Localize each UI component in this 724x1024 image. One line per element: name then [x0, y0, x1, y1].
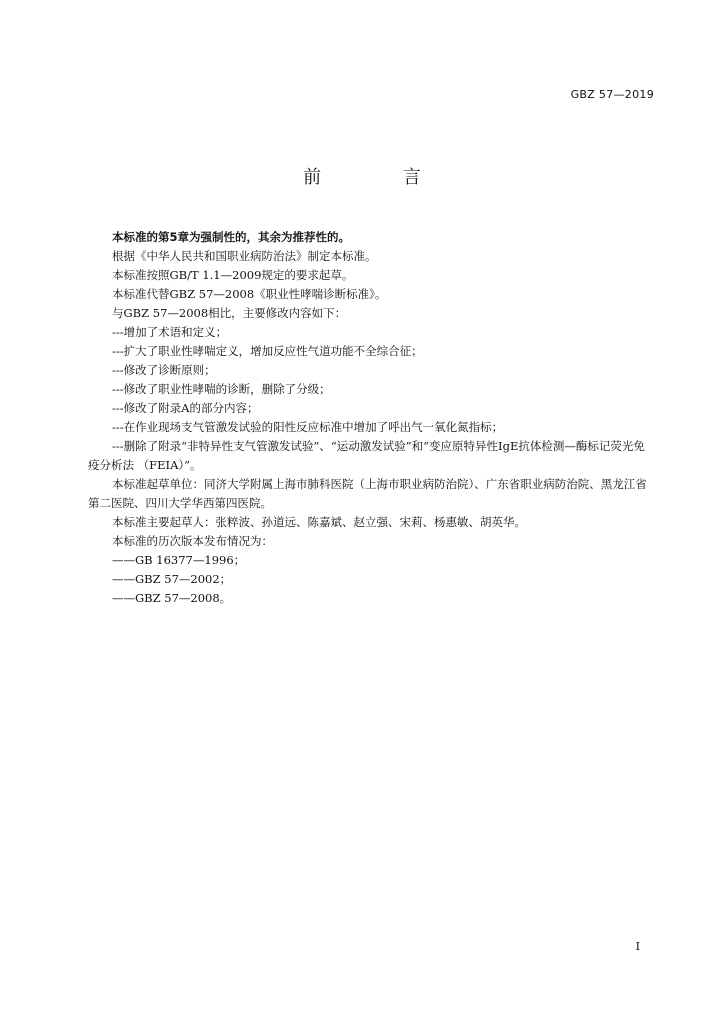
mandatory-statement: 本标准的第5章为强制性的，其余为推荐性的。 [112, 230, 350, 244]
paragraph-drafting-rules: 本标准按照GB/T 1.1—2009规定的要求起草。 [112, 268, 354, 282]
page-number: I [635, 940, 640, 953]
paragraph-replaces: 本标准代替GBZ 57—2008《职业性哮喘诊断标准》。 [112, 287, 387, 301]
change-item: ---删除了附录“非特异性支气管激发试验”、“运动激发试验”和“变应原特异性IgE抗体检测—酶标记荧光免疫分析法 （FEIA）”。 [88, 439, 645, 472]
change-item: ---增加了术语和定义； [112, 325, 228, 339]
document-body [88, 228, 656, 608]
change-item: ---在作业现场支气管激发试验的阳性反应标准中增加了呼出气一氧化氮指标； [112, 420, 504, 434]
page-title: 前 言 [303, 167, 459, 188]
paragraph-changes-intro: 与GBZ 57—2008相比，主要修改内容如下： [112, 306, 347, 320]
history-item: ——GBZ 57—2008。 [112, 591, 232, 605]
paragraph-history-intro: 本标准的历次版本发布情况为： [112, 534, 273, 548]
history-item: ——GB 16377—1996； [112, 553, 246, 567]
paragraph-drafting-units: 本标准起草单位：同济大学附属上海市肺科医院（上海市职业病防治院）、广东省职业病防治院、黑龙江省第二医院、四川大学华西第四医院。 [88, 477, 647, 510]
standard-code: GBZ 57—2019 [570, 88, 654, 101]
change-item: ---修改了附录A的部分内容； [112, 401, 259, 415]
history-item: ——GBZ 57—2002； [112, 572, 232, 586]
change-item: ---扩大了职业性哮喘定义，增加反应性气道功能不全综合征； [112, 344, 423, 358]
change-item: ---修改了诊断原则； [112, 363, 216, 377]
paragraph-basis: 根据《中华人民共和国职业病防治法》制定本标准。 [112, 249, 377, 263]
paragraph-drafters: 本标准主要起草人：张粹波、孙道远、陈嘉斌、赵立强、宋莉、杨惠敏、胡英华。 [112, 515, 526, 529]
change-item: ---修改了职业性哮喘的诊断，删除了分级； [112, 382, 331, 396]
